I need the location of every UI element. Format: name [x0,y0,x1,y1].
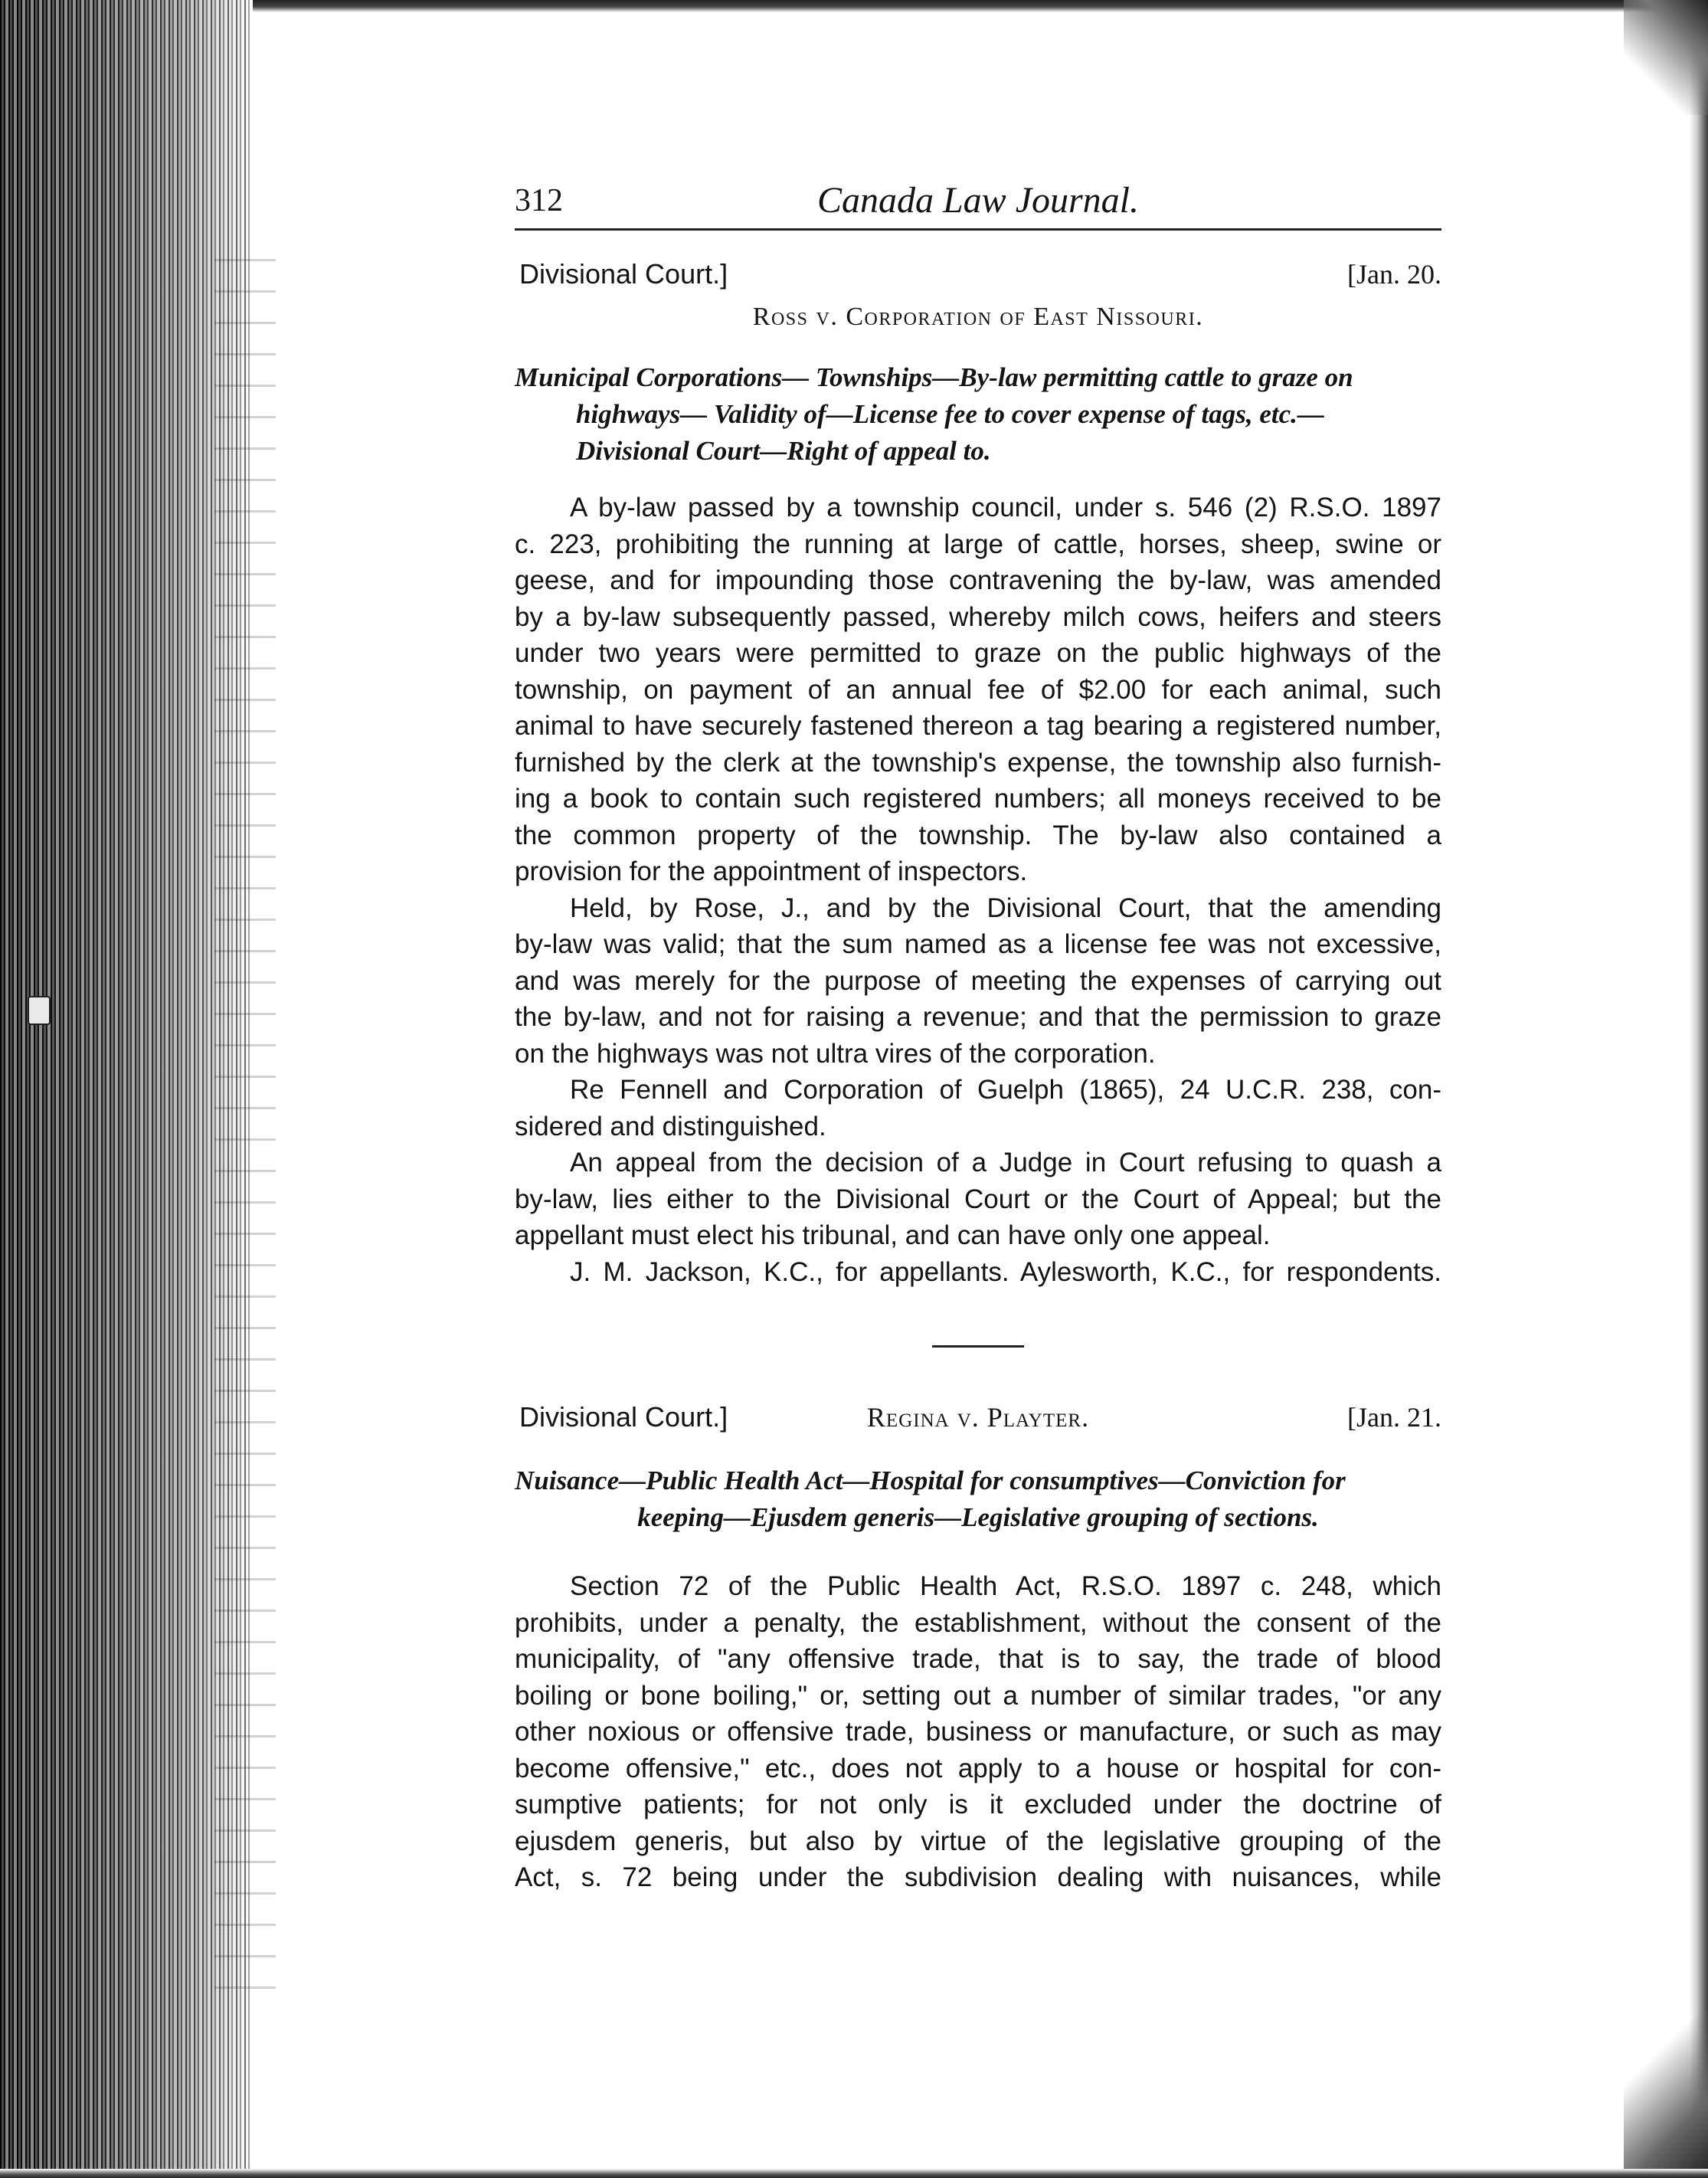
text-line: by-law, lies either to the Divisional Court or the Court of Appeal; but the [515,1184,1441,1214]
case1-paragraph-appeal [515,1145,1441,1254]
text-line: the by-law, and not for raising a revenue; and that the permission to graze [515,1002,1441,1032]
text-line: c. 223, prohibiting the running at large of cattle, horses, sheep, swine or [515,529,1441,559]
page-tab-marker [28,996,51,1025]
journal-title: Canada Law Journal. [816,180,1140,221]
headnote-line: Divisional Court—Right of appeal to. [576,436,991,466]
scan-corner-bottom-right [1624,2009,1708,2178]
text-line: sumptive patients; for not only is it excluded under the doctrine of [515,1790,1441,1819]
case1-court: Divisional Court.] [519,258,728,290]
text-line: provision for the appointment of inspectors. [515,856,1028,886]
headnote-line: Nuisance—Public Health Act—Hospital for consumptives—Conviction for [515,1466,1346,1495]
text-line: sidered and distinguished. [515,1111,826,1141]
headnote-line: keeping—Ejusdem generis—Legislative grouping of sections. [637,1502,1319,1532]
text-line: other noxious or offensive trade, business or manufacture, or such as may [515,1717,1441,1747]
case1-date: [Jan. 20. [1347,259,1441,290]
text-line: animal to have securely fastened thereon a tag bearing a registered number, [515,711,1441,741]
case2-title-text: Regina v. Playter. [866,1402,1090,1433]
case2-paragraph-1 [515,1568,1441,1896]
text-line: geese, and for impounding those contravening the by-law, was amended [515,565,1441,595]
text-line: ing a book to contain such registered numbers; all moneys received to be [515,784,1441,814]
text-line: Held, by Rose, J., and by the Divisional Court, that the amending [570,892,1441,923]
text-line: An appeal from the decision of a Judge in Court refusing to quash a [570,1148,1441,1177]
scan-top-edge [0,0,1708,12]
page-number: 312 [515,183,563,218]
scan-right-edge [1690,0,1708,2178]
section-divider [932,1345,1024,1348]
gutter-texture [214,230,276,1992]
text-line: Section 72 of the Public Health Act, R.S.O. 1897 c. 248, which [570,1571,1441,1601]
text-line: prohibits, under a penalty, the establishment, without the consent of the [515,1607,1441,1638]
text-line: municipality, of "any offensive trade, that is to say, the trade of blood [515,1644,1441,1674]
case2-date: [Jan. 21. [1347,1402,1441,1433]
scan-bottom-edge [0,2169,1708,2178]
text-line: A by-law passed by a township council, under s. 546 (2) R.S.O. 1897 [570,493,1441,522]
text-line: Re Fennell and Corporation of Guelph (1865), 24 U.C.R. 238, con- [570,1075,1441,1105]
case2-body [515,1568,1441,1896]
case2-title [515,1401,1441,1433]
text-line: become offensive," etc., does not apply to a house or hospital for con- [515,1753,1441,1783]
case1-court-line [515,258,1441,298]
case1-headnote [515,359,1441,470]
case1-counsel: J. M. Jackson, K.C., for appellants. Aylesworth, K.C., for respondents. [570,1256,1441,1287]
scan-corner-top-right [1624,0,1708,115]
running-head [515,175,1441,228]
case1-body [515,490,1441,1290]
case1-paragraph-held [515,890,1441,1073]
case1-paragraph-facts [515,490,1441,890]
text-line: by-law was valid; that the sum named as a license fee was not excessive, [515,929,1441,959]
headnote-line: highways— Validity of—License fee to cover expense of tags, etc.— [576,399,1324,429]
text-line: ejusdem generis, but also by virtue of the legislative grouping of the [515,1826,1441,1856]
case1-title [515,298,1441,336]
case2-court-line [515,1401,1441,1441]
case1-title-text: Ross v. Corporation of East Nissouri. [752,303,1204,331]
text-line: under two years were permitted to graze on the public highways of the [515,638,1441,668]
text-line: township, on payment of an annual fee of $2.00 for each animal, such [515,674,1441,705]
text-line: boiling or bone boiling," or, setting out a number of similar trades, "or any [515,1680,1441,1711]
text-line: on the highways was not ultra vires of the corporation. [515,1038,1156,1069]
journal-page [515,175,1441,1896]
text-line: by a by-law subsequently passed, whereby milch cows, heifers and steers [515,601,1441,632]
text-line: appellant must elect his tribunal, and can have only one appeal. [515,1220,1271,1250]
headnote-line: Municipal Corporations— Townships—By-law permitting cattle to graze on [515,362,1353,392]
case1-paragraph-cited [515,1072,1441,1145]
case2-headnote [515,1462,1441,1536]
header-rule [515,228,1441,231]
text-line: Act, s. 72 being under the subdivision dealing with nuisances, while [515,1862,1441,1892]
case2-court: Divisional Court.] [519,1401,728,1433]
text-line: and was merely for the purpose of meeting the expenses of carrying out [515,965,1441,996]
text-line: furnished by the clerk at the township's expense, the township also furnish- [515,747,1441,778]
text-line: the common property of the township. The by-law also contained a [515,820,1441,850]
